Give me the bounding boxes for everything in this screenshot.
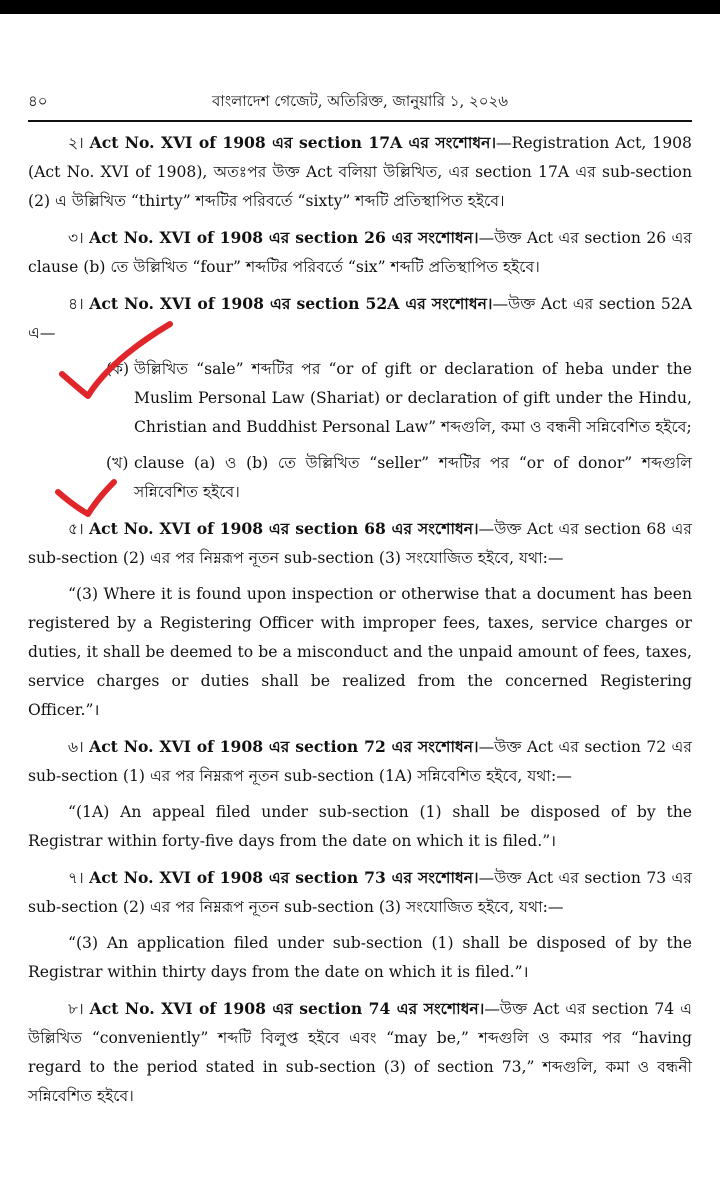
section-heading: Act No. XVI of 1908 এর section 68 এর সংশোধন। (89, 519, 479, 538)
quoted-text: “(3) An application filed under sub-section (1) shall be disposed of by the Registrar within thirty days from the date on which it is filed.”। (28, 934, 692, 981)
section-text: —Registration Act, 1908 (Act No. XVI of 1908), অতঃপর উক্ত Act বলিয়া উল্লিখিত, এর section 17A এর sub-section (2) এ উল্লিখিত “thirty” শব্দটির পরিবর্তে “sixty” শব্দটি প্রতিস্থাপিত হইবে। (28, 134, 692, 210)
section-text: —উক্ত Act এর section 74 এ উল্লিখিত “conveniently” শব্দটি বিলুপ্ত হইবে এবং “may be,” শব্দগুলি ও কমার পর “having regard to the period stated in sub-section (3) of section 73,” শব্দগুলি, কমা ও বন্ধনী সন্নিবেশিত হইবে। (28, 1000, 692, 1105)
section-text: —উক্ত Act এর section 52A এ— (28, 295, 693, 342)
document-body (28, 128, 692, 1118)
section-text: —উক্ত Act এর section 26 এর clause (b) তে উল্লিখিত “four” শব্দটির পরিবর্তে “six” শব্দটি প্রতিস্থাপিত হইবে। (28, 229, 692, 276)
section-heading: Act No. XVI of 1908 এর section 17A এর সংশোধন। (89, 133, 497, 152)
section-number: ৭। (68, 869, 84, 887)
section-number: ৫। (68, 520, 84, 538)
section-heading: Act No. XVI of 1908 এর section 52A এর সংশোধন। (89, 294, 493, 313)
section-7 (28, 863, 692, 922)
page-number: ৪০ (28, 92, 48, 110)
list-item-text: clause (a) ও (b) তে উল্লিখিত “seller” শব্দটির পর “or of donor” শব্দগুলি সন্নিবেশিত হইবে। (134, 454, 692, 501)
section-text: —উক্ত Act এর section 68 এর sub-section (2) এর পর নিম্নরূপ নূতন sub-section (3) সংযোজিত হইবে, যথা:— (28, 520, 692, 567)
list-item-label: (ক) (106, 360, 130, 378)
page-header (28, 90, 692, 114)
section-5 (28, 514, 692, 573)
list-item (28, 355, 692, 442)
section-heading: Act No. XVI of 1908 এর section 72 এর সংশোধন। (89, 737, 479, 756)
status-bar (0, 0, 720, 14)
quoted-text: “(3) Where it is found upon inspection or otherwise that a document has been registered by a Registering Officer with improper fees, taxes, service charges or duties, it shall be deemed to be a misconduct and the unpaid amount of fees, taxes, service charges or duties shall be realized from the concerned Registering Officer.”। (28, 585, 692, 719)
section-3 (28, 223, 692, 282)
list-item (28, 449, 692, 507)
section-number: ৬। (68, 738, 84, 756)
list-item-text: উল্লিখিত “sale” শব্দটির পর “or of gift or declaration of heba under the Muslim Personal Law (Shariat) or declaration of gift under the Hindu, Christian and Buddhist Personal Law” শব্দগুলি, কমা ও বন্ধনী সন্নিবেশিত হইবে; (134, 360, 692, 436)
section-number: ৩। (68, 229, 84, 247)
quoted-text: “(1A) An appeal filed under sub-section (1) shall be disposed of by the Registrar within forty-five days from the date on which it is filed.”। (28, 803, 692, 850)
section-heading: Act No. XVI of 1908 এর section 26 এর সংশোধন। (89, 228, 479, 247)
header-rule (28, 120, 692, 122)
section-number: ৪। (68, 295, 84, 313)
gazette-page (28, 14, 692, 1200)
section-8 (28, 994, 692, 1111)
section-6 (28, 732, 692, 791)
section-2 (28, 128, 692, 216)
gazette-title: বাংলাদেশ গেজেট, অতিরিক্ত, জানুয়ারি ১, ২০২৬ (212, 92, 508, 110)
section-number: ৮। (68, 1000, 84, 1018)
section-4 (28, 289, 692, 348)
section-text: —উক্ত Act এর section 72 এর sub-section (1) এর পর নিম্নরূপ নূতন sub-section (1A) সন্নিবেশিত হইবে, যথা:— (28, 738, 692, 785)
list-item-label: (খ) (106, 454, 129, 472)
section-heading: Act No. XVI of 1908 এর section 74 এর সংশোধন। (89, 999, 485, 1018)
section-number: ২। (68, 134, 84, 152)
section-heading: Act No. XVI of 1908 এর section 73 এর সংশোধন। (89, 868, 479, 887)
section-text: —উক্ত Act এর section 73 এর sub-section (2) এর পর নিম্নরূপ নূতন sub-section (3) সংযোজিত হইবে, যথা:— (28, 869, 692, 916)
